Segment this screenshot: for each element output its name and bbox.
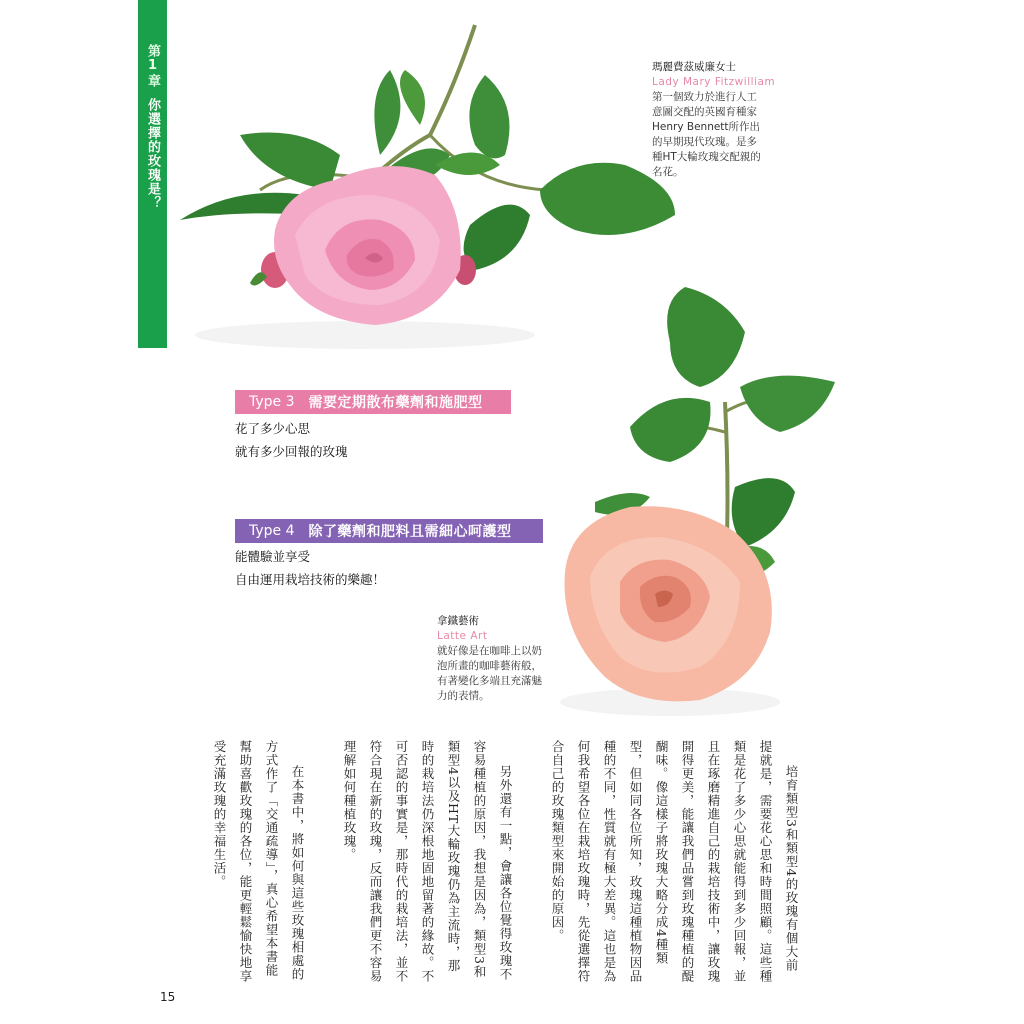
chapter-title: 你選擇的玫瑰是？ bbox=[145, 98, 160, 210]
caption-title-zh: 瑪麗費茲威廉女士 bbox=[652, 61, 736, 73]
type3-desc: 需要定期散布藥劑和施肥型 bbox=[308, 395, 483, 411]
caption-line: 就好像是在咖啡上以奶 bbox=[437, 645, 542, 657]
body-paragraph: 培育類型3和類型4的玫瑰有個大前提就是，需要花心思和時間照顧。這些種類是花了多少心思就能得到多少回報，並且在琢磨精進自己的栽培技術中，讓玫瑰開得更美，能讓我們品嘗到玫瑰種植的醍醐味。像這樣子將玫瑰大略分成4種類型，但如同各位所知，玫瑰這種植物因品種的不同，性質就有極大差異。這也是為何我希望各位在栽培玫瑰時，先從選擇符合自己的玫瑰類型來開始的原因。 bbox=[550, 740, 799, 983]
caption-title-en: Lady Mary Fitzwilliam bbox=[652, 76, 776, 88]
chapter-tab bbox=[138, 0, 167, 348]
type3-tagline bbox=[235, 417, 348, 463]
page-number: 15 bbox=[160, 990, 176, 1004]
caption-line: 泡所畫的咖啡藝術般， bbox=[437, 660, 542, 672]
caption-line: 的早期現代玫瑰。是多 bbox=[652, 136, 757, 148]
caption-title-en: Latte Art bbox=[437, 630, 488, 642]
caption-line: 有著變化多端且充滿魅 bbox=[437, 675, 542, 687]
caption-latte-art bbox=[437, 614, 562, 704]
caption-title-zh: 拿鐵藝術 bbox=[437, 615, 479, 627]
tagline-line: 花了多少心思 bbox=[235, 421, 311, 436]
type4-tagline bbox=[235, 545, 385, 591]
type4-desc: 除了藥劑和肥料且需細心呵護型 bbox=[308, 524, 512, 540]
caption-line: Henry Bennett所作出 bbox=[652, 121, 761, 133]
caption-line: 種HT大輪玫瑰交配親的 bbox=[652, 151, 761, 163]
caption-line: 意圖交配的英國育種家 bbox=[652, 106, 757, 118]
caption-line: 力的表情。 bbox=[437, 690, 490, 702]
tagline-line: 自由運用栽培技術的樂趣！ bbox=[235, 572, 386, 587]
type3-heading bbox=[235, 390, 511, 414]
type4-heading bbox=[235, 519, 543, 543]
peach-rose-image bbox=[550, 282, 845, 722]
body-text bbox=[180, 740, 804, 985]
body-paragraph: 另外還有一點，會讓各位覺得玫瑰不容易種植的原因，我想是因為，類型3和類型4以及HT大輪玫瑰仍為主流時，那時的栽培法仍深根地固地留著的緣故。不可否認的事實是，那時代的栽培法，並不符合現在新的玫瑰，反而讓我們更不容易理解如何種植玫瑰。 bbox=[342, 740, 513, 983]
tagline-line: 能體驗並享受 bbox=[235, 549, 311, 564]
tagline-line: 就有多少回報的玫瑰 bbox=[235, 444, 348, 459]
caption-line: 第一個致力於進行人工 bbox=[652, 91, 757, 103]
caption-line: 名花。 bbox=[652, 166, 684, 178]
body-paragraph: 在本書中，將如何與這些玫瑰相處的方式作了「交通疏導」，真心希望本書能幫助喜歡玫瑰的各位，能更輕鬆愉快地享受充滿玫瑰的幸福生活。 bbox=[212, 740, 305, 983]
chapter-number: 第1章 bbox=[145, 44, 160, 88]
type4-label: Type 4 bbox=[249, 523, 295, 539]
type3-label: Type 3 bbox=[249, 394, 295, 410]
caption-lady-mary bbox=[652, 60, 782, 180]
